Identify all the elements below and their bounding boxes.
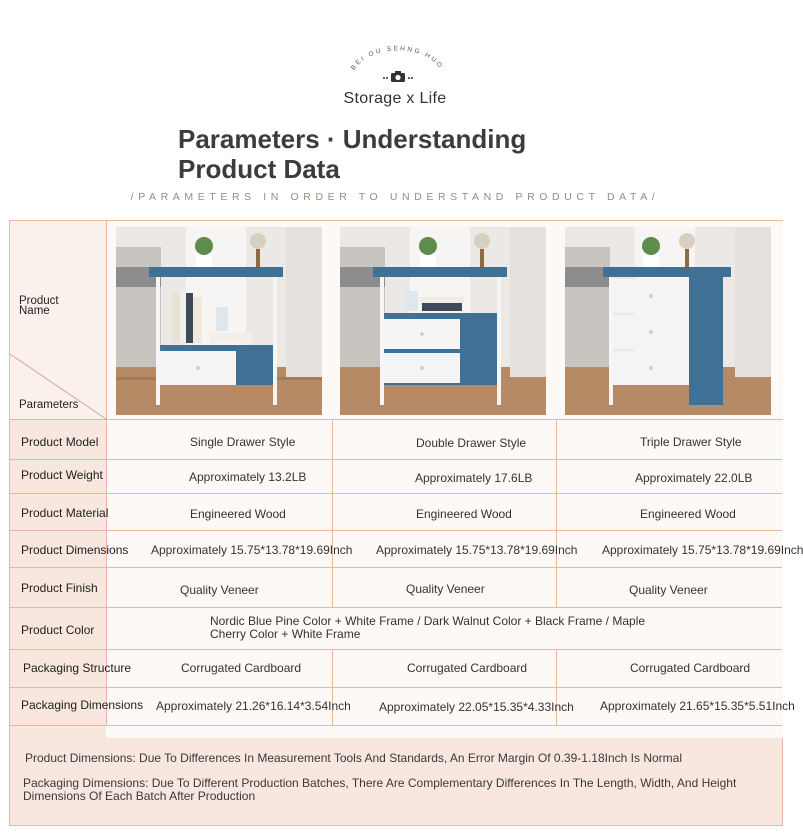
product-dimensions-value-1: Approximately 15.75*13.78*19.69Inch [151, 543, 353, 557]
product-color-value: Nordic Blue Pine Color + White Frame / Dark Walnut Color + Black Frame / Maple Cherry Color + White Frame [210, 614, 646, 641]
packaging-structure-value-3: Corrugated Cardboard [630, 661, 751, 675]
row-label-product-model: Product Model [21, 435, 99, 449]
triple-drawer-nightstand-image [565, 227, 771, 415]
row-label-product-dimensions: Product Dimensions [21, 543, 129, 557]
packaging-structure-value-2: Corrugated Cardboard [407, 661, 528, 675]
product-material-value-2: Engineered Wood [416, 507, 512, 521]
corner-parameters-label: Parameters [19, 399, 79, 411]
row-label-packaging-dimensions: Packaging Dimensions [21, 698, 144, 712]
packaging-dimensions-value-3: Approximately 21.65*15.35*5.51Inch [600, 699, 795, 713]
corner-product-name [19, 296, 59, 316]
product-model-value-2: Double Drawer Style [416, 436, 527, 450]
svg-text:BEI OU SEHNG HUO [350, 45, 445, 71]
packaging-dimensions-value-2: Approximately 22.05*15.35*4.33Inch [379, 700, 574, 714]
packaging-structure-value-1: Corrugated Cardboard [181, 661, 302, 675]
parameter-table [9, 220, 803, 826]
corner-product-name-line1: Product [19, 295, 59, 307]
product-material-value-1: Engineered Wood [190, 507, 286, 521]
product-dimensions-value-3: Approximately 15.75*13.78*19.69Inch [602, 543, 803, 557]
page-subtitle: /PARAMETERS IN ORDER TO UNDERSTAND PRODUCT DATA/ [130, 191, 660, 203]
row-label-packaging-structure: Packaging Structure [23, 661, 132, 675]
row-label-product-color: Product Color [21, 623, 95, 637]
double-drawer-nightstand-image [340, 227, 546, 415]
logo-arc-text: BEI OU SEHNG HUO [349, 45, 445, 72]
note-product-dimensions: Product Dimensions: Due To Differences In Measurement Tools And Standards, An Error Margin Of 0.39-1.18Inch Is Normal [25, 751, 682, 765]
product-model-value-3: Triple Drawer Style [640, 435, 742, 449]
corner-header-cell [10, 221, 106, 419]
product-material-value-3: Engineered Wood [640, 507, 736, 521]
packaging-dimensions-value-1: Approximately 21.26*16.14*3.54Inch [156, 699, 351, 713]
row-label-product-material: Product Material [21, 506, 109, 520]
page-title [178, 124, 526, 184]
product-weight-value-2: Approximately 17.6LB [415, 471, 533, 485]
single-drawer-nightstand-image [116, 227, 322, 415]
product-finish-value-3: Quality Veneer [629, 583, 708, 597]
brand-logo [340, 42, 455, 84]
title-line-2: Product Data [178, 154, 340, 184]
camera-icon [383, 71, 413, 82]
product-dimensions-value-2: Approximately 15.75*13.78*19.69Inch [376, 543, 578, 557]
row-label-product-finish: Product Finish [21, 581, 98, 595]
product-weight-value-3: Approximately 22.0LB [635, 471, 753, 485]
product-model-value-1: Single Drawer Style [190, 435, 296, 449]
brand-name: Storage x Life [343, 90, 447, 107]
corner-product-name-line2: Name [19, 305, 50, 317]
product-finish-value-1: Quality Veneer [180, 583, 259, 597]
note-packaging-dimensions: Packaging Dimensions: Due To Different Production Batches, There Are Complementary Differences In The Length, Width, And Height Dimensions Of Each Batch After Production [23, 776, 737, 803]
title-line-1: Parameters · Understanding [178, 124, 527, 154]
product-finish-value-2: Quality Veneer [406, 582, 485, 596]
product-weight-value-1: Approximately 13.2LB [189, 470, 307, 484]
row-label-product-weight: Product Weight [21, 468, 103, 482]
page-header [0, 0, 790, 215]
